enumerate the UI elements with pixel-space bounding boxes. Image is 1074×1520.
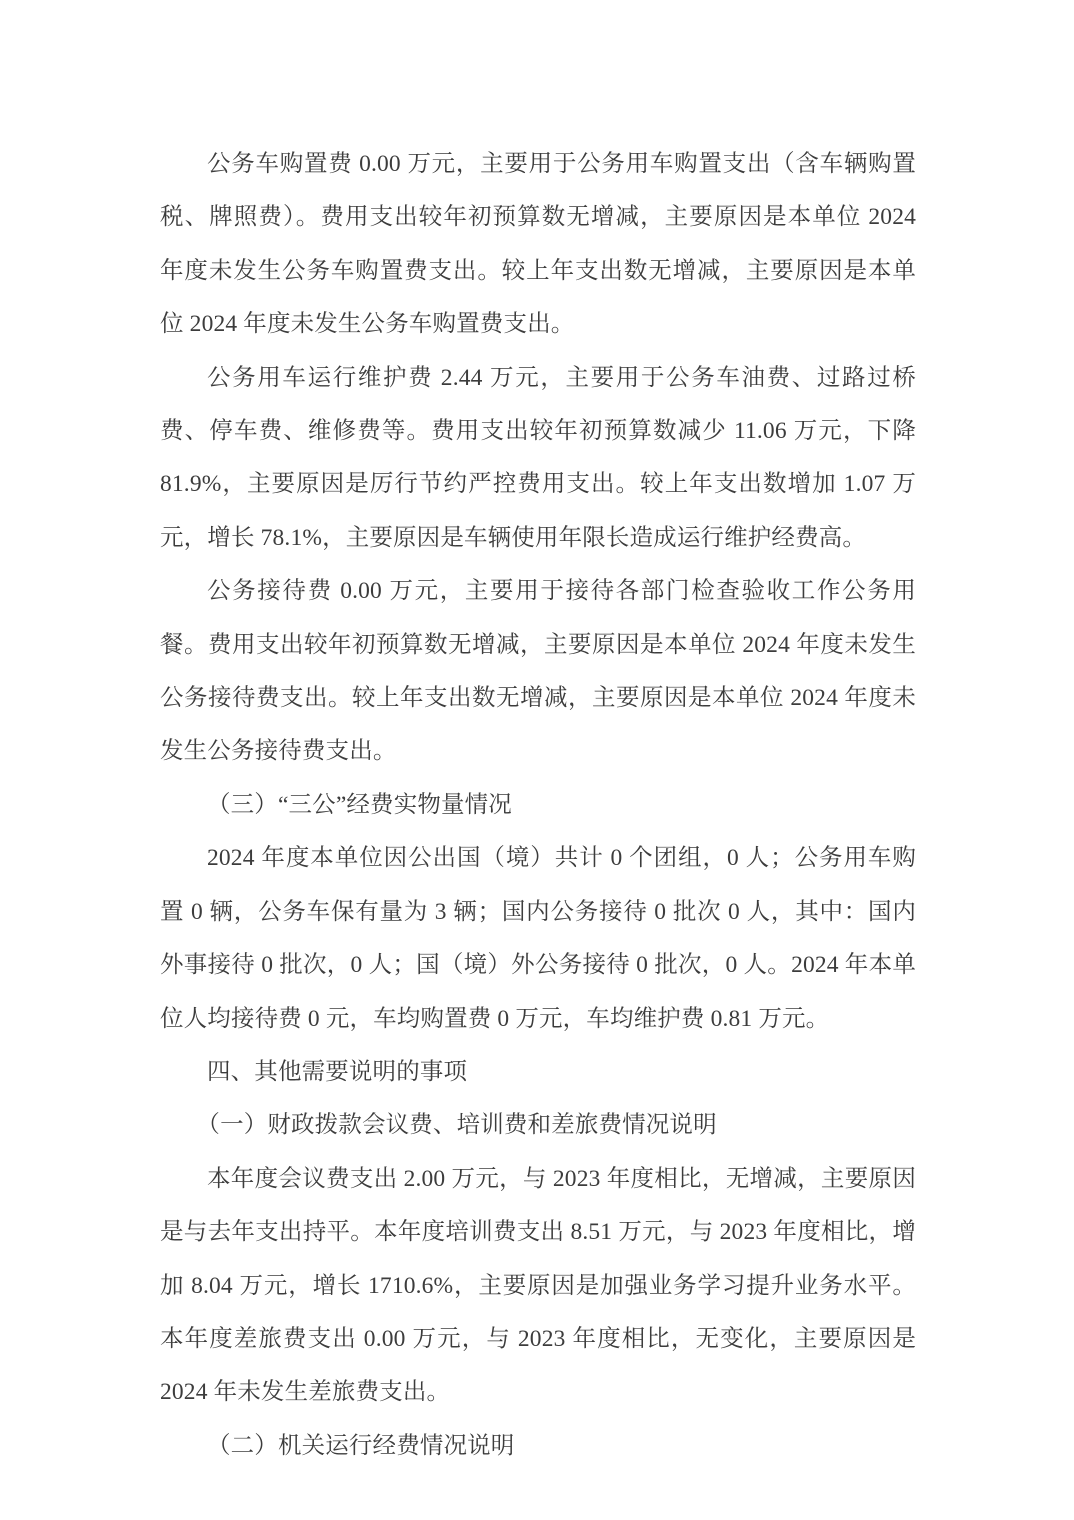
heading-other-matters-to-explain: 四、其他需要说明的事项 xyxy=(207,1058,468,1085)
paragraph-official-reception-fee: 公务接待费 0.00 万元，主要用于接待各部门检查验收工作公务用餐。费用支出较年初预算数无增减，主要原因是本单位 2024 年度未发生公务接待费支出。较上年支出数无增减，主要原因是本单位 2024 年度未发生公务接待费支出。 xyxy=(160,578,916,765)
heading-meeting-training-travel-expenses: （一）财政拨款会议费、培训费和差旅费情况说明 xyxy=(196,1112,717,1139)
document-body xyxy=(160,138,916,1473)
paragraph-meeting-training-travel-details: 本年度会议费支出 2.00 万元，与 2023 年度相比，无增减，主要原因是与去年支出持平。本年度培训费支出 8.51 万元，与 2023 年度相比，增加 8.04 万元，增长 1710.6%，主要原因是加强业务学习提升业务水平。本年度差旅费支出 0.00 万元，与 2023 年度相比，无变化，主要原因是 2024 年未发生差旅费支出。 xyxy=(160,1165,916,1406)
paragraph-vehicle-maintenance-fee: 公务用车运行维护费 2.44 万元，主要用于公务车油费、过路过桥费、停车费、维修费等。费用支出较年初预算数减少 11.06 万元，下降 81.9%，主要原因是厉行节约严控费用支出。较上年支出数增加 1.07 万元，增长 78.1%，主要原因是车辆使用年限长造成运行维护经费高。 xyxy=(160,364,916,551)
paragraph-vehicle-purchase-fee: 公务车购置费 0.00 万元，主要用于公务用车购置支出（含车辆购置税、牌照费）。费用支出较年初预算数无增减，主要原因是本单位 2024 年度未发生公务车购置费支出。较上年支出数无增减，主要原因是本单位 2024 年度未发生公务车购置费支出。 xyxy=(160,151,916,338)
paragraph-physical-quantity-details: 2024 年度本单位因公出国（境）共计 0 个团组，0 人；公务用车购置 0 辆，公务车保有量为 3 辆；国内公务接待 0 批次 0 人，其中：国内外事接待 0 批次，0 人；国（境）外公务接待 0 批次，0 人。2024 年本单位人均接待费 0 元，车均购置费 0 万元，车均维护费 0.81 万元。 xyxy=(160,845,916,1032)
heading-san-gong-physical-quantity: （三）“三公”经费实物量情况 xyxy=(207,791,512,818)
heading-agency-operating-expenses: （二）机关运行经费情况说明 xyxy=(207,1432,515,1459)
